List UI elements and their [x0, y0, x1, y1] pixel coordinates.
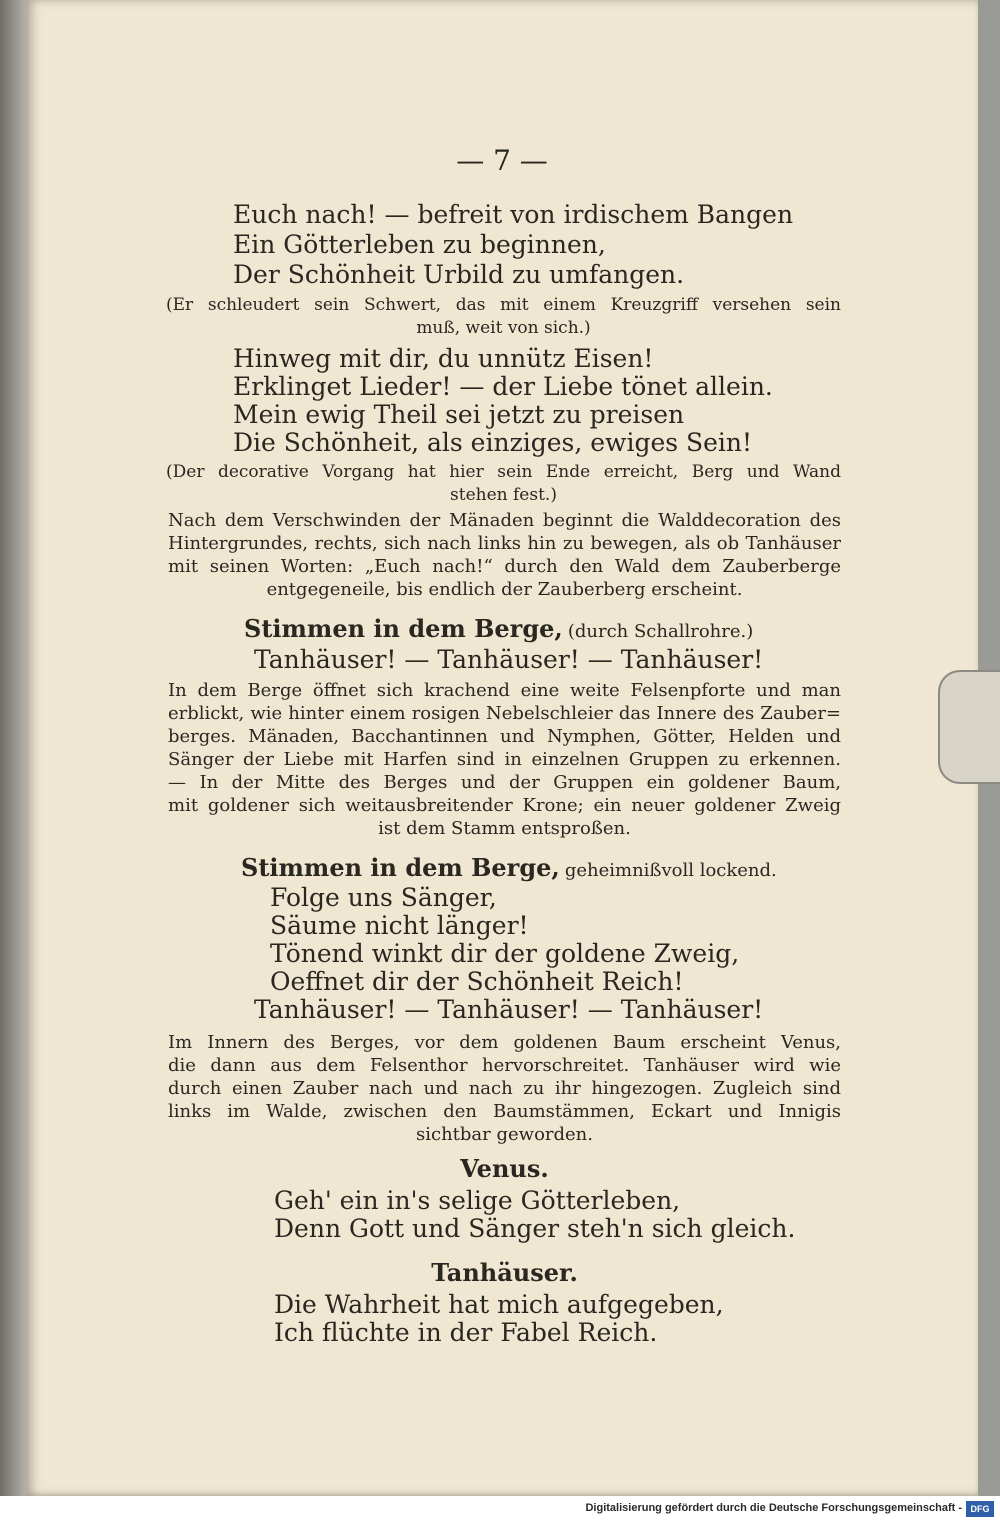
text-line: Tanhäuser! — Tanhäuser! — Tanhäuser!	[254, 995, 764, 1024]
prose-line: Sänger der Liebe mit Harfen sind in einzelnen Gruppen zu erkennen.	[168, 749, 841, 770]
text-line: Erklinget Lieder! — der Liebe tönet allein.	[233, 372, 773, 401]
speaker-note: geheimnißvoll lockend.	[564, 860, 777, 881]
text-line: Folge uns Sänger,	[270, 883, 497, 912]
stage-direction: muß, weit von sich.)	[416, 318, 591, 338]
prose-line: Im Innern des Berges, vor dem goldenen Baum erscheint Venus,	[168, 1032, 841, 1053]
speaker-name: Stimmen in dem Berge,	[241, 853, 560, 882]
prose-line: Nach dem Verschwinden der Mänaden beginnt die Walddecoration des	[168, 510, 841, 531]
prose-line: berges. Mänaden, Bacchantinnen und Nymphen, Götter, Helden und	[168, 726, 841, 747]
speaker-heading	[244, 614, 753, 643]
prose-line: erblickt, wie hinter einem rosigen Nebelschleier das Innere des Zauber=	[168, 703, 841, 724]
speaker-name: Stimmen in dem Berge,	[244, 614, 563, 643]
prose-line: In dem Berge öffnet sich krachend eine weite Felsenpforte und man	[168, 680, 841, 701]
prose-line: die dann aus dem Felsenthor hervorschreitet. Tanhäuser wird wie	[168, 1055, 841, 1076]
prose-line: mit seinen Worten: „Euch nach!“ durch den Wald dem Zauberberge	[168, 556, 841, 577]
prose-line: durch einen Zauber nach und nach zu ihr hingezogen. Zugleich sind	[168, 1078, 841, 1099]
prose-line: — In der Mitte des Berges und der Gruppen ein goldener Baum,	[168, 772, 841, 793]
text-line: Mein ewig Theil sei jetzt zu preisen	[233, 400, 685, 429]
text-line: Ich flüchte in der Fabel Reich.	[274, 1318, 658, 1347]
text-line: Oeffnet dir der Schönheit Reich!	[270, 967, 684, 996]
stage-direction: stehen fest.)	[450, 485, 557, 505]
page-tab-marker	[938, 670, 1000, 784]
text-line: Der Schönheit Urbild zu umfangen.	[233, 260, 685, 289]
prose-line: Hintergrundes, rechts, sich nach links hin zu bewegen, als ob Tanhäuser	[168, 533, 841, 554]
prose-line: mit goldener sich weitausbreitender Krone; ein neuer goldener Zweig	[168, 795, 841, 816]
prose-line: entgegeneile, bis endlich der Zauberberg erscheint.	[266, 579, 743, 600]
stage-direction: (Er schleudert sein Schwert, das mit einem Kreuzgriff versehen sein	[166, 295, 841, 315]
prose-line: sichtbar geworden.	[416, 1124, 593, 1145]
speaker-name: Venus.	[460, 1154, 549, 1183]
stage-direction: (Der decorative Vorgang hat hier sein Ende erreicht, Berg und Wand	[166, 462, 841, 482]
text-line: Hinweg mit dir, du unnütz Eisen!	[233, 344, 654, 373]
text-line: Euch nach! — befreit von irdischem Bangen	[233, 200, 794, 229]
footer-credit: Digitalisierung gefördert durch die Deutsche Forschungsgemeinschaft -	[585, 1502, 962, 1514]
prose-line: ist dem Stamm entsproßen.	[378, 818, 631, 839]
text-line: Ein Götterleben zu beginnen,	[233, 230, 606, 259]
speaker-name: Tanhäuser.	[431, 1258, 578, 1287]
dfg-logo-icon: DFG	[966, 1501, 994, 1517]
text-line: Tanhäuser! — Tanhäuser! — Tanhäuser!	[254, 645, 764, 674]
text-line: Säume nicht länger!	[270, 911, 529, 940]
footer-bar	[0, 1496, 1000, 1523]
text-line: Geh' ein in's selige Götterleben,	[274, 1186, 681, 1215]
text-line: Die Wahrheit hat mich aufgegeben,	[274, 1290, 724, 1319]
text-line: Denn Gott und Sänger steh'n sich gleich.	[274, 1214, 796, 1243]
prose-line: links im Walde, zwischen den Baumstämmen, Eckart und Innigis	[168, 1101, 841, 1122]
text-line: Tönend winkt dir der goldene Zweig,	[270, 939, 740, 968]
speaker-heading	[241, 853, 777, 882]
page-content	[26, 0, 978, 1496]
text-line: Die Schönheit, als einziges, ewiges Sein!	[233, 428, 753, 457]
page-number: — 7 —	[456, 144, 548, 177]
speaker-note: (durch Schallrohre.)	[567, 621, 754, 642]
book-spine	[0, 0, 28, 1523]
book-page	[26, 0, 978, 1496]
